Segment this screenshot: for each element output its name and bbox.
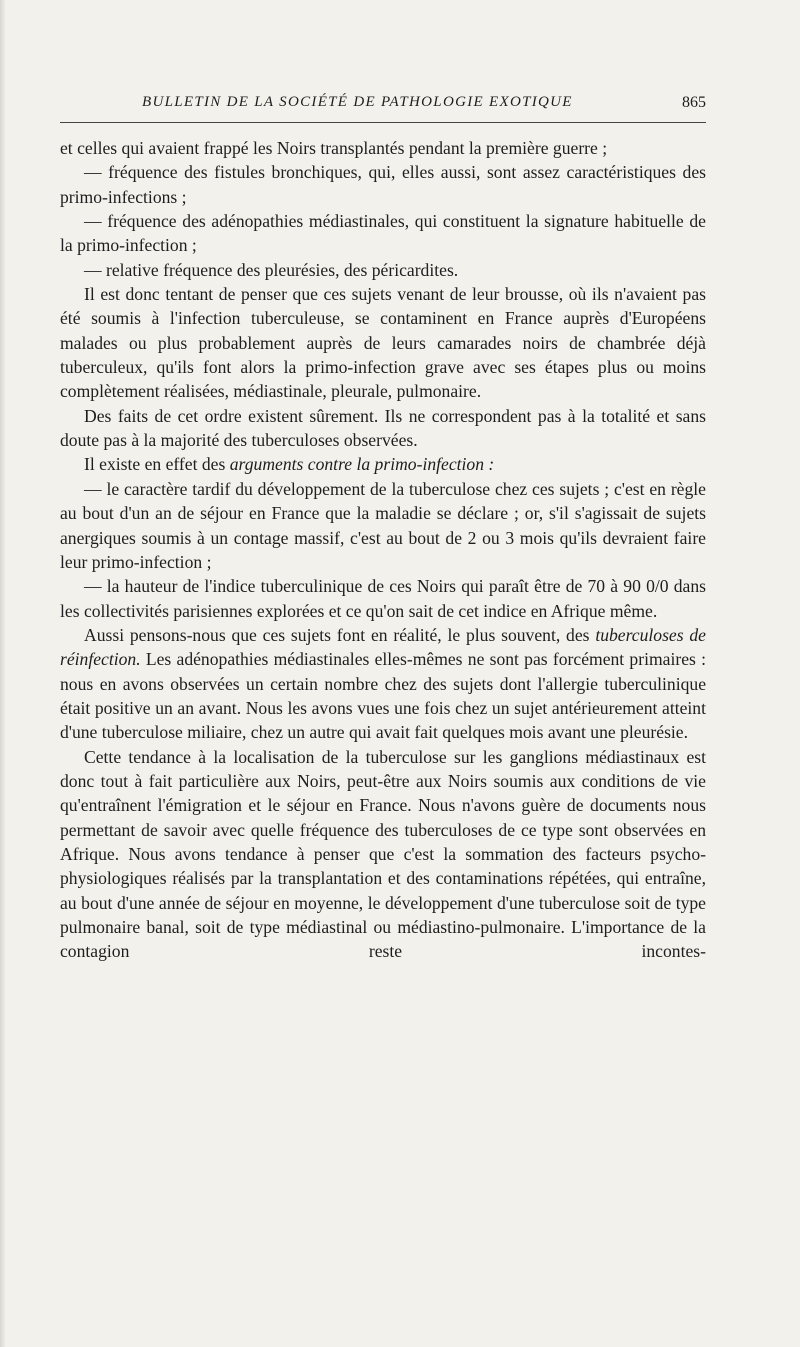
paragraph-tendance: Cette tendance à la localisation de la tuberculose sur les ganglions médiastinaux est donc tout à fait particulière aux Noirs, peut-être aux Noirs soumis aux conditions de vie qu'entraînent l'émigration et le séjour en France. Nous n'avons guère de documents nous permettant de savoir avec quelle fréquence des tuberculoses de ce type sont observées en Afrique. Nous avons tendance à penser que c'est la sommation des facteurs psycho-physiologiques réalisés par la transplantation et des contaminations répétées, qui entraîne, au bout d'une année de séjour en moyenne, le développement d'une tuberculose soit de type pulmonaire banal, soit de type médiastinal ou médiastino-pulmonaire. L'importance de la contagion reste incontes- bbox=[60, 746, 706, 962]
body-text bbox=[60, 136, 706, 964]
page-number: 865 bbox=[682, 94, 706, 111]
list-item-caractere-tardif: — le caractère tardif du développement de la tuberculose chez ces sujets ; c'est en règle au bout d'un an de séjour en France que la maladie se déclare ; or, s'il s'agissait de sujets anergiques soumis à un contage massif, c'est au bout de 2 ou 3 mois qu'ils devraient faire leur primo-infection ; bbox=[60, 478, 706, 572]
paragraph-faits: Des faits de cet ordre existent sûrement. Ils ne correspondent pas à la totalité et sans doute pas à la majorité des tuberculoses observées. bbox=[60, 405, 706, 451]
text-run: Il existe en effet des bbox=[84, 454, 230, 475]
page-header bbox=[60, 92, 706, 123]
list-item-adenopathies: — fréquence des adénopathies médiastinales, qui constituent la signature habituelle de la primo-infection ; bbox=[60, 211, 706, 256]
paragraph-continuation: et celles qui avaient frappé les Noirs transplantés pendant la première guerre ; bbox=[60, 138, 608, 158]
emphasis: tuberculoses de réinfection. bbox=[60, 624, 706, 670]
paragraph-tentant: Il est donc tentant de penser que ces sujets venant de leur brousse, où ils n'avaient pas été soumis à l'infection tuberculeuse, se contaminent en France auprès d'Européens malades ou plus probablement auprès de leurs camarades noirs de chambrée déjà tuberculeux, qu'ils font alors la primo-infection grave avec ses étapes plus ou moins complètement réalisées, médiastinale, pleurale, pulmonaire. bbox=[60, 284, 706, 402]
emphasis: arguments contre la primo-infection : bbox=[229, 454, 495, 475]
paragraph-arguments bbox=[60, 452, 706, 476]
list-item-fistules: — fréquence des fistules bronchiques, qui, elles aussi, sont assez caractéristiques des primo-infections ; bbox=[60, 162, 706, 207]
paragraph-reinfection bbox=[60, 623, 706, 745]
running-title: BULLETIN DE LA SOCIÉTÉ DE PATHOLOGIE EXOTIQUE bbox=[142, 94, 573, 110]
page-edge bbox=[0, 0, 6, 1347]
list-item-indice-tuberculinique: — la hauteur de l'indice tuberculinique de ces Noirs qui paraît être de 70 à 90 0/0 dans les collectivités parisiennes explorées et ce qu'on sait de cet indice en Afrique même. bbox=[60, 576, 706, 621]
list-item-pleuresies: — relative fréquence des pleurésies, des péricardites. bbox=[84, 259, 459, 280]
text-run: Les adénopathies médiastinales elles-mêmes ne sont pas forcément primaires : nous en avons observées un certain nombre chez des sujets dont l'allergie tuberculinique était positive un an avant. Nous les avons vues une fois chez un sujet antérieurement atteint d'une tuberculose miliaire, chez un autre qui avait fait quelques mois avant une pleurésie. bbox=[60, 649, 706, 743]
text-run: Aussi pensons-nous que ces sujets font en réalité, le plus souvent, des bbox=[84, 624, 596, 645]
